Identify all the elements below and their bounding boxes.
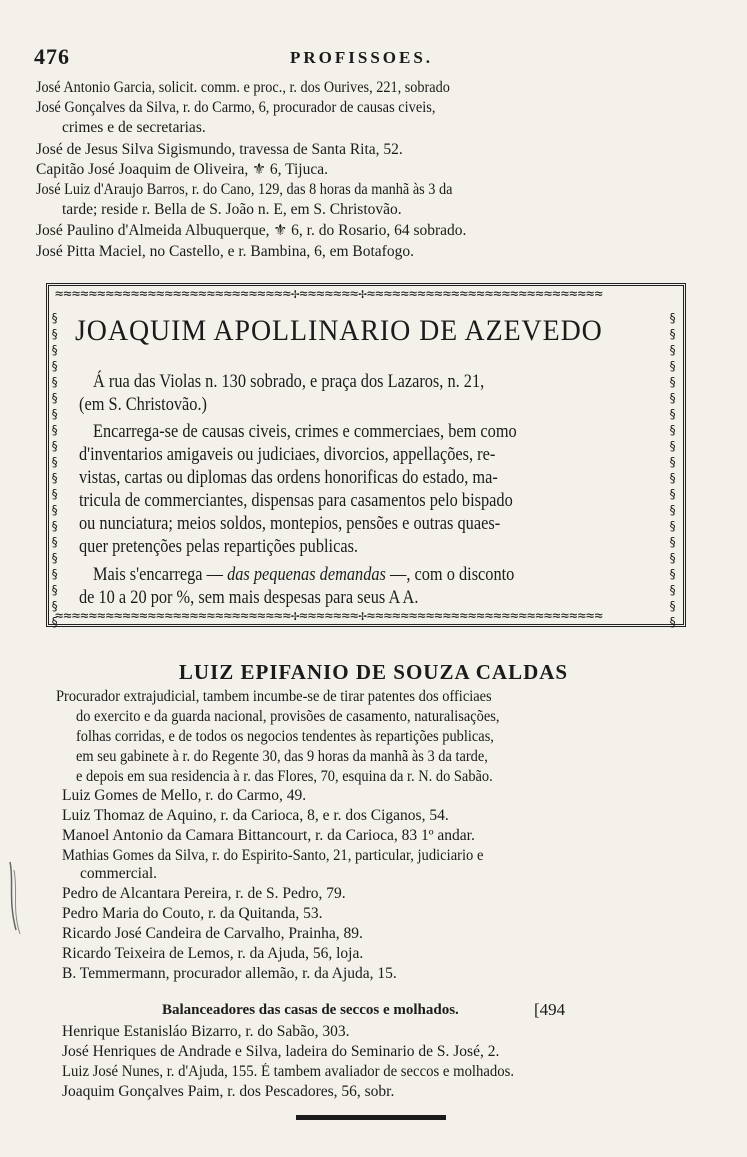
entry-line: José Pitta Maciel, no Castello, e r. Bambina, 6, em Botafogo. — [36, 243, 414, 260]
section-line: Procurador extrajudicial, tambem incumbe-se de tirar patentes dos officiaes — [56, 688, 492, 705]
section-line: do exercito e da guarda nacional, provisões de casamento, naturalisações, — [76, 708, 500, 725]
entry-line: Capitão José Joaquim de Oliveira, ⚜ 6, Tijuca. — [36, 161, 329, 178]
ad-line: ou nunciatura; meios soldos, montepios, pensões e outras quaes- — [79, 513, 501, 534]
entry-line: José Gonçalves da Silva, r. do Carmo, 6, procurador de causas civeis, — [36, 99, 436, 116]
entry-line: commercial. — [80, 865, 158, 882]
ad-line: quer pretenções pelas repartições publicas. — [79, 536, 359, 557]
section-title: LUIZ EPIFANIO DE SOUZA CALDAS — [178, 660, 569, 684]
entry-line: tarde; reside r. Bella de S. João n. E, em S. Christovão. — [62, 201, 402, 218]
page-header — [34, 44, 714, 74]
entry-line: Mathias Gomes da Silva, r. do Espirito-Santo, 21, particular, judiciario e — [62, 847, 484, 864]
ad-line: d'inventarios amigaveis ou judiciaes, divorcios, appellações, re- — [79, 444, 496, 465]
ad-line: Á rua das Violas n. 130 sobrado, e praça dos Lazaros, n. 21, — [93, 371, 485, 392]
ornamental-border-top: ≈≈≈≈≈≈≈≈≈≈≈≈≈≈≈≈≈≈≈≈≈≈≈≈≈≈≈≈✢≈≈≈≈≈≈≈✢≈≈≈≈≈≈≈≈≈≈≈≈≈≈≈≈≈≈≈≈≈≈≈≈≈≈≈≈ — [55, 286, 603, 302]
entry-line: Henrique Estanisláo Bizarro, r. do Sabão, 303. — [62, 1023, 350, 1040]
subsection-title: Balanceadores das casas de seccos e molhados. — [162, 1002, 459, 1018]
entry-line: José Henriques de Andrade e Silva, ladeira do Seminario de S. José, 2. — [62, 1043, 500, 1060]
ad-line-italic: das pequenas demandas — [227, 564, 386, 585]
advertiser-name: JOAQUIM APOLLINARIO DE AZEVEDO — [75, 314, 603, 347]
ad-line-prefix: Mais s'encarrega — — [93, 564, 223, 585]
entry-line: Luiz Thomaz de Aquino, r. da Carioca, 8, e r. dos Ciganos, 54. — [62, 807, 449, 824]
advertisement-box — [46, 283, 686, 627]
ad-line: (em S. Christovão.) — [79, 394, 207, 415]
entry-line: Pedro de Alcantara Pereira, r. de S. Pedro, 79. — [62, 885, 346, 902]
entry-line: Luiz José Nunes, r. d'Ajuda, 155. É tambem avaliador de seccos e molhados. — [62, 1063, 515, 1080]
entry-line: Manoel Antonio da Camara Bittancourt, r. da Carioca, 83 1º andar. — [62, 827, 475, 844]
ad-line: Encarrega-se de causas civeis, crimes e commerciaes, bem como — [93, 421, 517, 442]
entry-line: José de Jesus Silva Sigismundo, travessa de Santa Rita, 52. — [36, 141, 403, 158]
section-line: folhas corridas, e de todos os negocios tendentes às repartições publicas, — [76, 728, 494, 745]
entry-line: Joaquim Gonçalves Paim, r. dos Pescadores, 56, sobr. — [62, 1083, 395, 1100]
ad-line — [93, 563, 514, 586]
entry-line: Ricardo Teixeira de Lemos, r. da Ajuda, 56, loja. — [62, 945, 364, 962]
entry-line: Luiz Gomes de Mello, r. do Carmo, 49. — [62, 787, 307, 804]
entry-line: Ricardo José Candeira de Carvalho, Prainha, 89. — [62, 925, 363, 942]
page-number: 476 — [34, 44, 70, 69]
entry-line: José Luiz d'Araujo Barros, r. do Cano, 129, das 8 horas da manhã às 3 da — [36, 181, 453, 198]
entry-line: crimes e de secretarias. — [62, 119, 206, 136]
entry-line: José Antonio Garcia, solicit. comm. e proc., r. dos Ourives, 221, sobrado — [36, 79, 450, 96]
ad-line-suffix: —, com o disconto — [389, 564, 515, 585]
section-line: em seu gabinete à r. do Regente 30, das 9 horas da manhã às 3 da tarde, — [76, 748, 488, 765]
subsection-number: [494 — [534, 1000, 566, 1019]
ad-line: vistas, cartas ou diplomas das ordens honorificas do estado, ma- — [79, 467, 498, 488]
entry-line: José Paulino d'Almeida Albuquerque, ⚜ 6, r. do Rosario, 64 sobrado. — [36, 222, 467, 239]
margin-pencil-mark — [4, 860, 24, 940]
section-line: e depois em sua residencia à r. das Flores, 70, esquina da r. N. do Sabão. — [76, 768, 493, 785]
ad-line: de 10 a 20 por %, sem mais despesas para seus A A. — [79, 587, 419, 608]
ad-line: tricula de commerciantes, dispensas para casamentos pelo bispado — [79, 490, 513, 511]
ornamental-border-bottom: ≈≈≈≈≈≈≈≈≈≈≈≈≈≈≈≈≈≈≈≈≈≈≈≈≈≈≈≈✢≈≈≈≈≈≈≈✢≈≈≈≈≈≈≈≈≈≈≈≈≈≈≈≈≈≈≈≈≈≈≈≈≈≈≈≈ — [55, 608, 603, 624]
ornamental-border-left: §§§§§§§§§§§§§§§§§§§§ — [51, 311, 59, 629]
running-title: PROFISSOES. — [290, 48, 434, 67]
entry-line: Pedro Maria do Couto, r. da Quitanda, 53. — [62, 905, 323, 922]
end-rule — [296, 1115, 446, 1120]
ornamental-border-right: §§§§§§§§§§§§§§§§§§§§ — [669, 311, 677, 629]
entry-line: B. Temmermann, procurador allemão, r. da Ajuda, 15. — [62, 965, 397, 982]
